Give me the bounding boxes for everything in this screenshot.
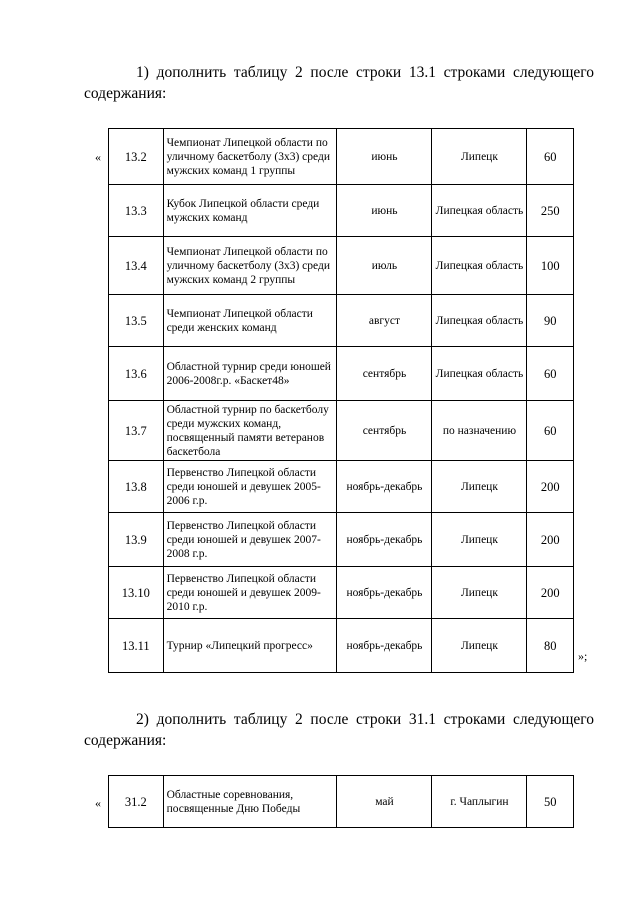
month-cell: июнь xyxy=(337,185,432,237)
location-cell: Липецк xyxy=(432,619,527,673)
table-row xyxy=(109,619,574,673)
table-row xyxy=(109,567,574,619)
row-number-cell: 13.11 xyxy=(109,619,164,673)
participants-cell: 60 xyxy=(527,401,574,461)
month-cell: май xyxy=(337,776,432,828)
row-number-cell: 13.9 xyxy=(109,513,164,567)
event-name-cell: Турнир «Липецкий прогресс» xyxy=(163,619,337,673)
event-name-cell: Чемпионат Липецкой области по уличному баскетболу (3х3) среди мужских команд 1 группы xyxy=(163,129,337,185)
table-1-open-quote: « xyxy=(95,150,101,164)
event-name-cell: Первенство Липецкой области среди юношей и девушек 2007-2008 г.р. xyxy=(163,513,337,567)
table-row xyxy=(109,295,574,347)
paragraph-2-line-2: содержания: xyxy=(84,732,167,749)
location-cell: Липецкая область xyxy=(432,185,527,237)
table-1-close-quote: »; xyxy=(578,649,588,663)
event-name-cell: Областной турнир по баскетболу среди мужских команд, посвященный памяти ветеранов баскетбола xyxy=(163,401,337,461)
month-cell: ноябрь-декабрь xyxy=(337,567,432,619)
participants-cell: 250 xyxy=(527,185,574,237)
month-cell: ноябрь-декабрь xyxy=(337,513,432,567)
participants-cell: 100 xyxy=(527,237,574,295)
month-cell: июнь xyxy=(337,129,432,185)
paragraph-1-line-1: 1) дополнить таблицу 2 после строки 13.1 строками следующего xyxy=(136,64,594,81)
table-row xyxy=(109,129,574,185)
row-number-cell: 31.2 xyxy=(109,776,164,828)
participants-cell: 90 xyxy=(527,295,574,347)
month-cell: ноябрь-декабрь xyxy=(337,461,432,513)
location-cell: Липецк xyxy=(432,129,527,185)
table-1 xyxy=(108,128,574,673)
location-cell: Липецкая область xyxy=(432,237,527,295)
event-name-cell: Первенство Липецкой области среди юношей и девушек 2009-2010 г.р. xyxy=(163,567,337,619)
event-name-cell: Кубок Липецкой области среди мужских команд xyxy=(163,185,337,237)
table-2 xyxy=(108,775,574,828)
event-name-cell: Областной турнир среди юношей 2006-2008г.р. «Баскет48» xyxy=(163,347,337,401)
row-number-cell: 13.5 xyxy=(109,295,164,347)
paragraph-2 xyxy=(84,709,594,751)
row-number-cell: 13.6 xyxy=(109,347,164,401)
location-cell: по назначению xyxy=(432,401,527,461)
participants-cell: 200 xyxy=(527,567,574,619)
row-number-cell: 13.7 xyxy=(109,401,164,461)
participants-cell: 200 xyxy=(527,513,574,567)
participants-cell: 200 xyxy=(527,461,574,513)
paragraph-2-line-1: 2) дополнить таблицу 2 после строки 31.1 строками следующего xyxy=(136,711,594,728)
month-cell: июль xyxy=(337,237,432,295)
row-number-cell: 13.10 xyxy=(109,567,164,619)
month-cell: сентябрь xyxy=(337,347,432,401)
location-cell: Липецк xyxy=(432,513,527,567)
participants-cell: 60 xyxy=(527,129,574,185)
table-row xyxy=(109,237,574,295)
event-name-cell: Чемпионат Липецкой области среди женских команд xyxy=(163,295,337,347)
row-number-cell: 13.2 xyxy=(109,129,164,185)
location-cell: Липецкая область xyxy=(432,347,527,401)
table-row xyxy=(109,347,574,401)
table-row xyxy=(109,461,574,513)
row-number-cell: 13.8 xyxy=(109,461,164,513)
location-cell: Липецк xyxy=(432,567,527,619)
participants-cell: 60 xyxy=(527,347,574,401)
paragraph-1 xyxy=(84,62,594,104)
paragraph-1-line-2: содержания: xyxy=(84,85,167,102)
location-cell: Липецк xyxy=(432,461,527,513)
table-row xyxy=(109,776,574,828)
location-cell: г. Чаплыгин xyxy=(432,776,527,828)
table-row xyxy=(109,513,574,567)
participants-cell: 50 xyxy=(527,776,574,828)
participants-cell: 80 xyxy=(527,619,574,673)
month-cell: сентябрь xyxy=(337,401,432,461)
event-name-cell: Чемпионат Липецкой области по уличному баскетболу (3х3) среди мужских команд 2 группы xyxy=(163,237,337,295)
month-cell: ноябрь-декабрь xyxy=(337,619,432,673)
row-number-cell: 13.4 xyxy=(109,237,164,295)
month-cell: август xyxy=(337,295,432,347)
location-cell: Липецкая область xyxy=(432,295,527,347)
event-name-cell: Областные соревнования, посвященные Дню Победы xyxy=(163,776,337,828)
event-name-cell: Первенство Липецкой области среди юношей и девушек 2005-2006 г.р. xyxy=(163,461,337,513)
table-row xyxy=(109,401,574,461)
table-row xyxy=(109,185,574,237)
table-2-open-quote: « xyxy=(95,796,101,810)
row-number-cell: 13.3 xyxy=(109,185,164,237)
